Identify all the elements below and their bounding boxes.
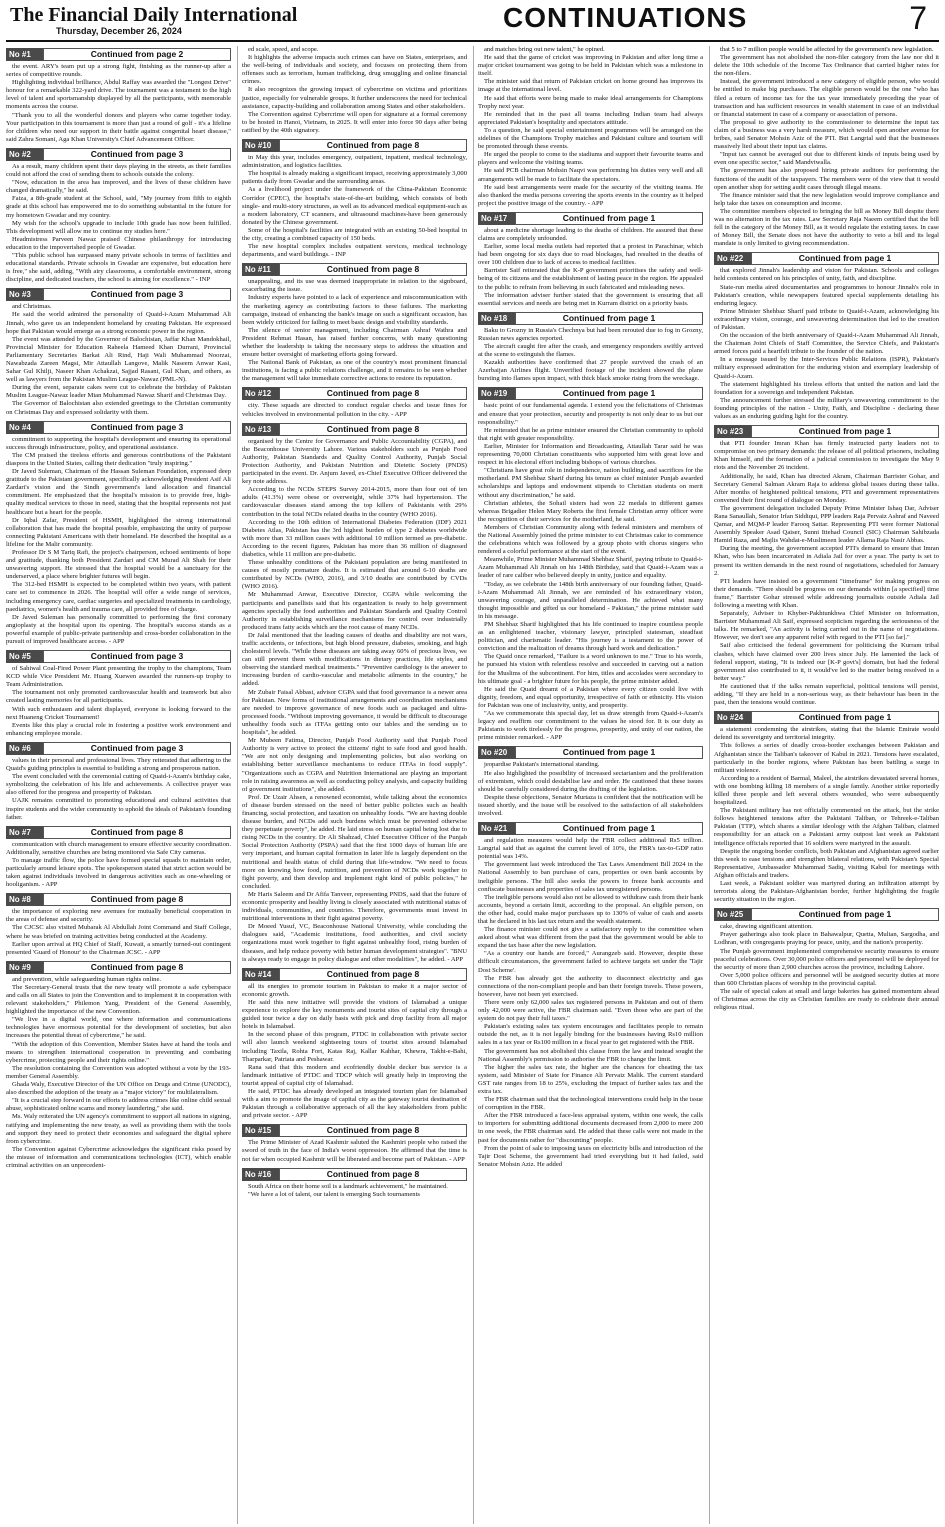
paragraph: The ineligible persons would also not be allowed to withdraw cash from their bank accounts, beyond a certain limit, according to the proposal. An eligible person, on the other had, could make major purchases up to 130% of value of cash and assets that he declared in his last tax return and the wealth statement. <box>478 893 703 925</box>
paragraph: On the occasion of the birth anniversary of Quaid-i-Azam Muhammad Ali Jinnah, the Chairman Joint Chiefs of Staff Committee, the Service Chiefs, and Pakistan's armed forces paid a heartfelt tribute to the founder of the nation. <box>714 332 939 356</box>
paragraph: Professor Dr S M Tariq Rafi, the project's chairperson, echoed sentiments of hope and gratitude, thanking both President Zardari and CM Murad Ali Shah for their unwavering support. He stressed that the hospital would be a sanctuary for the underserved, a place where brighter futures will begin. <box>6 548 231 581</box>
paragraph: The finance minister could not give a satisfactory reply to the committee when asked about what was different from the past that the government would be able to expand the tax base after the new legislation. <box>478 926 703 950</box>
story <box>6 288 231 416</box>
paragraph: He cautioned that if the talks remain superficial, political tensions will persist, adding, "If they are held in a non-serious way, as their behaviour has been in the past, then the tensions would continue. <box>714 682 939 707</box>
paragraph: Some of the hospital's facilities are integrated with an existing 50-bed hospital in the city, creating a combined capacity of 150 beds. <box>242 226 467 242</box>
story <box>242 1168 467 1199</box>
story-number-tag: No #11 <box>242 263 279 276</box>
story-header <box>242 968 467 981</box>
story-body <box>242 402 467 418</box>
story-body <box>714 726 939 904</box>
paragraph: The 312-bed HSMH is expected to be completed within two years, with patient care set to commence in 2026. The hospital will offer a wide range of services, including emergency care, cardiac surgeries and specialized treatments in cardiology, paediatrics, women's health and trauma care, all provided free of charge. <box>6 581 231 613</box>
story-header <box>6 961 231 974</box>
paragraph: There were only 62,000 sales tax registered persons in Pakistan and out of them only 42,000 were active, the FBR chairman said. "Even those who are part of the system do not pay their full taxes." <box>478 998 703 1023</box>
paragraph: Mr Mubeen Fatima, Director, Punjab Food Authority said that Punjab Food Authority is very active to protect the citizens' right to safe food and good health. "We are not only designing and implementing policies, but also working on establishing better surveillance mechanisms to reduce iTFAs in food supply". "Organizations such as CGPA and Nutrition International are playing an important role in raising awareness as well as conducting policy analysis, and capacity building of government institutions", she added. <box>242 737 467 793</box>
story <box>242 46 467 135</box>
continued-from-label: Continued from page 8 <box>43 961 231 974</box>
paragraph: South Africa on their home soil is a landmark achievement," he maintained. <box>248 1182 448 1190</box>
paragraph: Earlier upon arrival at HQ Chief of Staff, Kuwait, a smartly turned-out contingent presented 'Guard of Honour' to the Chairman JCSC. - APP <box>6 940 231 956</box>
story <box>6 148 231 284</box>
paragraph: It also recognizes the growing impact of cybercrime on victims and prioritizes justice, especially for vulnerable groups. It further underscores the need for technical assistance, capacity-building and collaboration among States and other stakeholders. <box>242 86 467 110</box>
story-header <box>6 893 231 906</box>
paragraph: that explored Jinnah's leadership and vision for Pakistan. Schools and colleges held contests centered on his principles of unity, faith, and discipline. <box>714 267 939 283</box>
story-number-tag: No #6 <box>6 742 43 755</box>
paragraph: Dr Iqbal Zafar, President of HSMH, highlighted the strong international collaboration that has made the hospital possible, emphasizing the unity of purpose connecting Pakistani Americans with their homeland. He described the hospital as a lifeline for the Malir community. <box>6 516 231 548</box>
story-body <box>6 303 231 416</box>
story-number-tag: No #1 <box>6 48 43 61</box>
paragraph: Pakistan's existing sales tax system encourages and facilitates people to remain outside the net, as it is not legally binding for the businesses having Rs10 million sales in a tax year or Rs100 million in a fiscal year to get registered with the FBR. <box>478 1023 703 1047</box>
paragraph: jeopardise Pakistan's international standing. <box>484 761 600 769</box>
paragraph: Earlier, Minister for Information and Broadcasting, Attaullah Tarar said he was representing 70,000 Christian constituents who supported him with great love and respect in his electoral effort including bishops of various churches. <box>478 442 703 467</box>
continued-from-label: Continued from page 1 <box>515 212 703 225</box>
paragraph: The FBR chairman said that the technological interventions could help in the issue of corruption in the FBR. <box>478 1096 703 1112</box>
paragraph: The new hospital complex includes outpatient services, medical technology departments, and ward buildings. - INP <box>242 243 467 259</box>
story-number-tag: No #23 <box>714 425 751 438</box>
continued-from-label: Continued from page 3 <box>43 650 231 663</box>
story-body <box>242 1139 467 1163</box>
paragraph: He said this new initiative will provide the visitors of Islamabad a unique experience to explore the key monuments and tourist sites of capital city through a guided tour twice a day on daily basis with pick and drop facility from all major hotels in Islamabad. <box>242 998 467 1031</box>
paragraph: of Sahiwal Coal-Fired Power Plant presenting the trophy to the champions, Team KCD while Vice President Mr. Huang Xuewen awarded the runners-up trophy to Team Administration. <box>6 665 231 689</box>
paragraph: During the event, separate cakes were cut to celebrate the birthday of Pakistan Muslim League-Nawaz leader Mian Muhammad Nawaz Sharif and Christmas Day. <box>6 384 231 400</box>
story-body <box>6 841 231 890</box>
paragraph: Despite these objections, Senator Murtaza is confident that the notification will be issued shortly, and the issue will be resolved to the satisfaction of all stakeholders involved. <box>478 793 703 817</box>
paragraph: The Pakistani military has not officially commented on the attack, but the strike follows heightened tensions after the Pakistani Taliban, or Tehreek-e-Taliban Pakistan (TTP), which shares a similar ideology with the Afghan Taliban, claimed responsibility for an attack on a Pakistani army outpost last week as Pakistani intelligence officials reported that 16 soldiers were martyred in the assault. <box>714 807 939 847</box>
story <box>242 263 467 383</box>
story-header <box>6 826 231 839</box>
paragraph: The sale of special cakes at small and large bakeries has gained momentum ahead of Christmas across the city as Christian families are ready to celebrate their annual religious ritual. <box>714 988 939 1012</box>
story-number-tag: No #12 <box>242 387 279 400</box>
paragraph: To manage traffic flow, the police have formed special squads to maintain order, particularly around leisure spots. The spokesperson stated that strict action would be taken against individuals involved in dangerous activities such as one-wheeling or hooliganism. - APP <box>6 856 231 889</box>
story <box>6 48 231 144</box>
story-body <box>6 436 231 646</box>
paragraph: "It is a crucial step forward in our efforts to address crimes like online child sexual abuse, sophisticated online scams and money laundering," she said. <box>6 1097 231 1113</box>
paragraph: He said best arrangements were made for the security of the visiting teams. He also thanked the media persons covering the sports events in the country as it helped project the positive image of the country. - APP <box>478 183 703 207</box>
continued-from-label: Continued from page 1 <box>751 252 939 265</box>
paragraph: He reminded that in the past all teams including Indian team had always appreciated Pakistan's hospitality and spectators attitude. <box>478 110 703 126</box>
paragraph: Saif also criticised the federal government for politicising the Kurram tribal clashes, which have claimed over 200 lives since July. He lamented the lack of federal support, stating, "It is indeed our [K-P govt's] domain, but had the federal government also contributed to it, it would've led to the matter being resolved in a better way." <box>714 642 939 682</box>
paragraph: commitment to supporting the hospital's development and ensuring its operational success through infrastructure, policy, and operational assistance. <box>6 435 231 451</box>
paragraph: Dr Javed Suleman has personally committed to performing the first coronary angioplasty at the hospital upon its opening. The hospital's success stands as a powerful example of public-private partnership and cross-border collaboration in the pursuit of improved healthcare access. - APP <box>6 613 231 645</box>
story-body <box>714 46 939 248</box>
paragraph: As a result, many children spent their days playing in the streets, as their families could not afford the cost of sending them to schools outside the colony. <box>6 162 231 179</box>
section-title: CONTINUATIONS <box>503 2 748 33</box>
paragraph: The Quaid once remarked, "Failure is a word unknown to me." True to his words, he pursued his vision with relentless resolve and succeeded in carving out a nation for the Muslims of the subcontinent. For him, titles and accolades were secondary to his ultimate goal - a brighter future for his people, the prime minister added. <box>478 653 703 685</box>
paper-name: The Financial Daily International <box>10 4 298 26</box>
paragraph: The event was attended by the Governor of Balochistan, Jaffar Khan Mandokhail, Provincial Minister for Education Raheela Hameed Khan Durrani, Provincial Parliamentary Secretaries Barkat Ali Rind, Haji Wali Muhammad Noorzai, Nawabzada Zareen Magsi, Mir Attaullah Langove, Malik Naseem Anwar Kasi, Sahar Gul Khilji, Naseer Khan Achakzai, Sajjad Rasani, Gul Khan, and others, as well as lawyers from the Pakistan Muslim League-Nawaz (PML-N). <box>6 335 231 384</box>
paragraph: cake, drawing significant attention. <box>720 923 813 931</box>
story <box>714 908 939 1012</box>
paragraph: and regulation measures would help the FBR collect additional Rs5 trillion. Langrial said that as against the current level of 10%, the FBR's tax-to-GDP ratio potential was 14%. <box>478 837 703 861</box>
story-number-tag: No #16 <box>242 1168 279 1181</box>
continued-from-label: Continued from page 1 <box>515 387 703 400</box>
story-body <box>478 227 703 308</box>
paragraph: Mr Haris Saleem and Dr Afifa Tanveer, representing PNDS, said that the future of economic prosperity and healthy living is closely associated with nutritional status of individuals, communities, and countries. Therefore, governments must invest in nutritional interventions in their fight against poverty. <box>242 890 467 923</box>
paragraph: and matches bring out new talent," he opined. <box>484 46 605 53</box>
story <box>714 252 939 421</box>
story <box>6 826 231 890</box>
story <box>478 746 703 818</box>
paragraph: The National Bank of Pakistan, as one of the country's most prominent financial institutions, is facing a public relations challenge, and it remains to be seen whether the management will take immediate corrective actions to restore its reputation. <box>242 359 467 383</box>
paragraph: He said the world admired the personality of Quaid-i-Azam Muhammad Ali Jinnah, who gave us an independent homeland by creating Pakistan. He expressed hope that Pakistan would emerge as a strong economic power in the region. <box>6 311 231 335</box>
story-number-tag: No #8 <box>6 893 43 906</box>
story-header <box>6 288 231 301</box>
story <box>6 421 231 646</box>
paragraph: He said the Quaid dreamt of a Pakistan where every citizen could live with dignity, freedom, and equal opportunity, irrespective of faith or ethnicity. His vision for Pakistan was one of inclusivity, unity, and prosperity. <box>478 685 703 709</box>
paragraph: Baku to Grozny in Russia's Chechnya but had been rerouted due to fog in Grozny, Russian news agencies reported. <box>478 326 703 342</box>
continued-from-label: Continued from page 8 <box>43 826 231 839</box>
paragraph: "As a country our hands are forced," Aurangzeb said. However, despite these difficult circumstances, the government failed to achieve targets set under the 'Tajir Dost Scheme'. <box>478 950 703 974</box>
story-header <box>714 252 939 265</box>
story-header <box>478 387 703 400</box>
continued-from-label: Continued from page 1 <box>751 425 939 438</box>
paragraph: "Now, education in the area has improved, and the lives of these children have changed dramatically," he said. <box>6 179 231 195</box>
paragraph: According to the NCDs STEPS Survey 2014-2015, more than four out of ten adults (41.3%) were obese or overweight, while 37% had hypertension. The cardiovascular diseases stand among the top killers of Pakistanis with 29% contribution in the total NCDs related deaths in the country (WHO 2016). <box>242 486 467 518</box>
story-body <box>6 163 231 284</box>
continued-from-label: Continued from page 2 <box>43 48 231 61</box>
paragraph: and prevention, while safeguarding human rights online. <box>12 975 162 983</box>
paragraph: PM Shehbaz Sharif highlighted that his life continued to inspire countless people as an enlightened teacher, visionary lawyer, principled statesman, steadfast politician, and charismatic leader. "His journey is a testament to the power of conviction and the realization of dreams through hard work and dedication." <box>478 621 703 653</box>
paragraph: The CM praised the tireless efforts and generous contributions of the Pakistani diaspora in the United States, calling their dedication "truly inspiring." <box>6 451 231 467</box>
column <box>237 46 467 1524</box>
story-header <box>478 212 703 225</box>
story <box>6 893 231 957</box>
story <box>478 212 703 308</box>
paragraph: He said that the game of cricket was improving in Pakistan and after long time a major cricket tournament was going to be held in Pakistan which was a milestone in itself. <box>478 54 703 78</box>
paragraph: This follows a series of deadly cross-border exchanges between Pakistan and Afghanistan since the Taliban's takeover of Kabul in 2021. Tensions have escalated, particularly in the border regions, where Pakistan has been battling a surge in militant violence. <box>714 742 939 774</box>
paragraph: The hospital is already making a significant impact, receiving approximately 3,000 patients daily from Gwadar and the surrounding areas. <box>242 170 467 186</box>
story-body <box>242 46 467 135</box>
story-body <box>242 278 467 383</box>
continued-from-label: Continued from page 8 <box>279 1124 467 1137</box>
story-number-tag: No #9 <box>6 961 43 974</box>
story <box>714 425 939 707</box>
paragraph: The CJCSC also visited Mubarak Al Abdullah Joint Command and Staff College, where he was briefed on training activities being conducted at the Academy. <box>6 924 231 940</box>
story-body <box>6 976 231 1170</box>
story-number-tag: No #14 <box>242 968 279 981</box>
paragraph: "With the adoption of this Convention, Member States have at hand the tools and means to strengthen international cooperation in preventing and combating cybercrime, protecting people and their rights online." <box>6 1040 231 1064</box>
paragraph: He urged the people to come to the stadiums and support their favourite teams and players and welcome the visiting teams. <box>478 151 703 167</box>
story-header <box>714 425 939 438</box>
story-header <box>478 822 703 835</box>
story-body <box>478 837 703 1169</box>
paragraph: The Convention against Cybercrime will open for signature at a formal ceremony to be hosted in Hanoi, Vietnam, in 2025. It will enter into force 90 days after being ratified by the 40th signatory. <box>242 110 467 134</box>
continued-from-label: Continued from page 3 <box>43 148 231 161</box>
column <box>6 46 231 1524</box>
paragraph: The aircraft caught fire after the crash, and emergency responders swiftly arrived at the scene to extinguish the flames. <box>478 343 703 359</box>
story-number-tag: No #20 <box>478 746 515 759</box>
story-body <box>6 908 231 957</box>
paragraph: unappealing, and its use was deemed inappropriate in relation to the signboard, exacerbating the issue. <box>242 278 467 294</box>
story-header <box>6 742 231 755</box>
paragraph: Kazakh authorities have confirmed that 27 people survived the crash of an Azerbaijan Airlines flight. Unverified footage of the incident showed the plane bursting into flames upon impact, with thick black smoke rising from the wreckage. <box>478 359 703 383</box>
paragraph: "We live in a digital world, one where information and communications technologies have enormous potential for the development of societies, but also increases the potential threat of cybercrime," he said. <box>6 1016 231 1040</box>
paragraph: a statement condemning the airstrikes, stating that the Islamic Emirate would defend its sovereignty and territorial integrity. <box>714 726 939 742</box>
paragraph: Highlighting individual brilliance, Abdul Raffay was awarded the "Longest Drive" honour for a remarkable 322-yard drive. The tournament was a testament to the high level of talent and sportsmanship displayed by all the participants, with memorable moments across the course. <box>6 79 231 111</box>
paragraph: He reiterated that he as prime minister ensured the Christian community to uphold that right with greater responsibility. <box>478 426 703 442</box>
paragraph: During the meeting, the government accepted PTI's demand to ensure that Imran Khan, who has been incarcerated in Adiala Jail for over a year. The party is set to present its written demands in the next round of negotiations, scheduled for January 2. <box>714 545 939 577</box>
continued-from-label: Continued from page 8 <box>279 423 467 436</box>
paragraph: Dr Javed Suleman, Chairman of the Hassan Suleman Foundation, expressed deep gratitude to the Pakistani government, specifically acknowledging President Asif Ali Zardari's vision and the Sindh government's land allocation and financial commitment. He emphasized that the hospital's mission is to provide free, high-quality medical services to those in need, stating that the hospital represents not just healthcare but a heart for the people. <box>6 468 231 516</box>
column <box>709 46 939 1524</box>
paragraph: city. These squads are directed to conduct regular checks and issue fines for vehicles involved in environmental pollution in the city. - APP <box>242 402 467 418</box>
paragraph: The Convention against Cybercrime acknowledges the significant risks posed by the misuse of information and communications technologies (ICT), which enable criminal activities on an unprecedent- <box>6 1145 231 1169</box>
story-number-tag: No #22 <box>714 252 751 265</box>
paragraph: The proposal to give authority to the commissioner to determine the input tax claim of a business was a very harsh measure, which would open another avenue for bribes, said Senator Mohsin Aziz of the PTI. But Langrial said that the businesses massively lied about their input tax claims. <box>714 118 939 151</box>
paragraph: The government last week introduced the Tax Laws Amendment Bill 2024 in the National Assembly to ban purchase of cars, properties or own bank accounts by ineligible persons. The bill also seeks the powers to freeze bank accounts and confiscate businesses and properties of sales tax unregistered persons. <box>478 861 703 893</box>
continued-from-label: Continued from page 1 <box>515 312 703 325</box>
paragraph: about a medicine shortage leading to the deaths of children. He assured that these claims are completely unfounded. <box>478 226 703 242</box>
story-body <box>714 267 939 421</box>
paragraph: Prof. Dr Uzair Ahsen, a renowned economist, while talking about the economics of disease burden stressed on the need of better public policies such as health financing, social protection, and taxation on unhealthy foods. "We are having double disease burden, and NCDs add such burdens which must be prevented otherwise they perpetuate poverty", he added. He laid stress on human capital being lost due to rising NCDs in the country. Dr Ali Shahzad, Chief Executive Officer of the Punjab Social Protection Authority (PSPA) said that the first 1000 days of human life are very important, and human capital formation in later life is largely dependent on the nutritional and health status of child during that life-window. "We need to focus more on knowing how food, nutrition, and prevention of NCDs work together to fight poverty, and then develop and implement right kind of public policies," he concluded. <box>242 793 467 890</box>
story-body <box>6 665 231 738</box>
paragraph: "Christians have great role in independence, nation building, and sacrifices for the motherland. PM Shehbaz Sharif during his tenure as chief minister Punjab awarded scholarships and laptops and endowment stipends to Christian students on merit without any discrimination," he said. <box>478 467 703 499</box>
story-number-tag: No #25 <box>714 908 751 921</box>
paragraph: The resolution containing the Convention was adopted without a vote by the 193-member General Assembly. <box>6 1064 231 1080</box>
paragraph: The tournament not only promoted cardiovascular health and teamwork but also created lasting memories for all participants. <box>6 689 231 705</box>
story-number-tag: No #2 <box>6 148 43 161</box>
paragraph: With such enthusiasm and talent displayed, everyone is looking forward to the next Huaneng Cricket Tournament! <box>6 705 231 721</box>
paragraph: the event. ARY's team put up a strong fight, finishing as the runner-up after a series of competitive rounds. <box>6 63 231 79</box>
paragraph: The higher the sales tax rate, the higher are the chances for cheating the tax system, said Minister of State for Finance Ali Pervaiz Malik. The current standard GST rate ranges from 18 to 25%, excluding the impact of further sales tax and the extra tax. <box>478 1063 703 1095</box>
continued-from-label: Continued from page 1 <box>515 822 703 835</box>
paragraph: basic point of our fundamental agenda. I extend you the felicitations of Christmas and ensure that your protection, security and prosperity is not only dear to us but our responsibility." <box>478 402 703 426</box>
paragraph: Ghada Waly, Executive Director of the UN Office on Drugs and Crime (UNODC), also described the adoption of the treaty as a "major victory" for multilateralism. <box>6 1081 231 1097</box>
paragraph: As a livelihood project under the framework of the China-Pakistan Economic Corridor (CPEC), the hospital's state-of-the-art building, which consists of both single- and multi-story structures, as well as its advanced medical equipment-such as a modern laboratory, CT scanners, and ultrasound machines-have been generously donated by the Chinese government. <box>242 186 467 226</box>
paragraph: "This public school has surpassed many private schools in terms of facilities and educational standards. Private schools in Gwadar are expensive, but education here is free," she said, adding, "With airy classrooms, a comfortable environment, strong discipline, and dedicated teachers, the school is aiming for excellence." - INP <box>6 251 231 284</box>
paragraph: It highlights the adverse impacts such crimes can have on States, enterprises, and the well-being of individuals and society, and focuses on protecting them from offenses such as terrorism, human trafficking, drug smuggling and online financial crimes. <box>242 54 467 86</box>
story <box>6 650 231 738</box>
story-header <box>242 1124 467 1137</box>
paragraph: "We have a lot of talent, our talent is emerging Such tournaments <box>248 1190 420 1198</box>
paragraph: The government has not abolished this clause from the law and instead sought the National Assembly's permission to authorise the FBR to change the limit. <box>478 1047 703 1063</box>
story-number-tag: No #5 <box>6 650 43 663</box>
paragraph: In the second phase of this program, PTDC in collaboration with private sector will also launch weekend sightseeing tours of tourist sites around Islamabad including Taxila, Rohta Fort, Katas Raj, Kallar Kahhar, Khewra, Takht-e-Bahi, Tharparkar, Patriata and Peshawar. <box>242 1031 467 1063</box>
article-columns <box>6 46 939 1524</box>
paragraph: From the point of sale to imposing taxes on electricity bills and introduction of the Tajir Dost Scheme, the government had tried everything but it had failed, said Senator Mohsin Aziz. He added <box>478 1144 703 1168</box>
paragraph: all its energies to promote tourism in Pakistan to make it a major sector of economic growth. <box>242 982 467 998</box>
paragraph: Members of Christian Community along with federal ministers and members of the National Assembly joined the prime minister to cut Christmas cake to commence the celebrations which was followed by a group photo with chorus singers who rendered a colorful performance at the start of the event. <box>478 523 703 556</box>
story-header <box>478 312 703 325</box>
paragraph: UAJK remains committed to promoting educational and cultural activities that inspire students and the wider community to uphold the ideals of Pakistan's founding father. <box>6 797 231 821</box>
continued-from-label: Continued from page 8 <box>279 263 467 276</box>
paragraph: Over 5,000 police officers and personnel will be assigned security duties at more than 600 Christian places of worship in the provincial capital. <box>714 971 939 987</box>
continued-from-label: Continued from page 8 <box>279 139 467 152</box>
paragraph: He said PCB chairman Mohsin Naqvi was performing his duties very well and all arrangements will be made to facilitate the spectators. <box>478 167 703 183</box>
paragraph: "Input tax cannot be averaged out due to different kinds of inputs being used by even one specific sector," said Mandviwalla. <box>714 151 939 167</box>
story <box>242 1124 467 1163</box>
continued-from-label: Continued from page 8 <box>43 893 231 906</box>
story <box>478 46 703 208</box>
story <box>714 711 939 904</box>
paragraph: Despite the ongoing border conflicts, both Pakistan and Afghanistan agreed earlier this week to ease tensions and strengthen bilateral relations, with Pakistan's Special Representative, Ambassador Muhammad Sadiq, visiting Kabul for meetings with Afghan officials and traders. <box>714 847 939 879</box>
paragraph: Additionally, he said, Khan has directed Akram, Chairman Barrister Gohar, and Secretary General Salman Akram Raja to address global issues during these talks. After months of heightened political tensions, PTI and government representatives convened their first round of dialogue on Monday. <box>714 472 939 504</box>
paragraph: the importance of exploring new avenues for mutually beneficial cooperation in the areas of defense and security. <box>6 908 231 924</box>
story-body <box>242 154 467 259</box>
paragraph: Ms. Waly reiterated the UN agency's commitment to support all nations in signing, ratifying and implementing the new treaty, as well as providing them with the tools and support they need to protect their economies and safeguard the digital sphere from cybercrime. <box>6 1113 231 1145</box>
paragraph: organised by the Centre for Governance and Public Accountability (CGPA), and the Beaconhouse University Lahore. Various stakeholders such as Punjab Food Authority, Pakistan Standards and Quality Control Authority, Punjab Social Protection Authority, and Pakistan Nutrition and Dietetic Society (PNDS) participated in the event. Dr. Anjum Javed, ex-Chief Executive Officer delivered the key note address. <box>242 437 467 486</box>
story-number-tag: No #3 <box>6 288 43 301</box>
continued-from-label: Continued from page 3 <box>43 421 231 434</box>
story-header <box>714 908 939 921</box>
paragraph: Rana said that this modern and ecofriendly double decker bus service is a landmark initiative of PTDC and TDCP which will greatly help in improving the tourist appeal of capital city of Islamabad. <box>242 1063 467 1087</box>
story-number-tag: No #19 <box>478 387 515 400</box>
paragraph: In a message issued by the Inter-Services Public Relations (ISPR), Pakistan's military expressed admiration for the enduring vision and exemplary leadership of Quaid-i-Azam. <box>714 356 939 380</box>
story-body <box>6 63 231 144</box>
paragraph: values in their personal and professional lives. They reiterated that adhering to the Quaid's guiding principles is essential to building a strong and prosperous nation. <box>6 756 231 773</box>
paragraph: After the FBR introduced a face-less appraisal system, within one week, the calls to importers for submitting additional documents decreased from 2,000 to mere 200 in one week, the FBR chairman said. He added that these calls were not made in the past for documents rather for "discounting" people. <box>478 1112 703 1144</box>
paragraph: ed scale, speed, and scope. <box>248 46 319 53</box>
paragraph: Christian athletes, the Sohail sisters had won 22 medals in different games whereas Brigadier Helen Mary Roberts the first female Christian army officer were the recognition of their services for the motherland, he said. <box>478 499 703 523</box>
story <box>6 742 231 822</box>
continued-from-label: Continued from page 1 <box>751 908 939 921</box>
paragraph: The Secretary-General trusts that the new treaty will promote a safe cyberspace and calls on all States to join the Convention and to implement it in cooperation with relevant stakeholders," Philemon Yang, President of the General Assembly, highlighted the importance of the new Convention. <box>6 983 231 1016</box>
paragraph: PTI leaders have insisted on a government "timeframe" for making progress on their demands. "There should be progress on our demands within [a specified] time frame," Barrister Gohar stressed while addressing journalists outside Adiala Jail following a meeting with Khan. <box>714 577 939 609</box>
masthead <box>6 0 939 42</box>
paragraph: Barrister Saif reiterated that the K-P government prioritises the safety and well-being of its citizens and the establishment of lasting peace in the region. He appealed to the public to refrain from believing in such fabricated and misleading news. <box>478 267 703 291</box>
paragraph: Meanwhile, Prime Minister Muhammad Shehbaz Sharif, paying tribute to Quaid-i-Azam Muhammad Ali Jinnah on his 148th Birthday, said that Quaid-i-Azam was a leader of rare caliber who believed deeply in unity, justice and equality. <box>478 556 703 580</box>
story-header <box>478 746 703 759</box>
paragraph: Events like this play a crucial role in fostering a positive work environment and enhancing employee morale. <box>6 721 231 737</box>
story-number-tag: No #15 <box>242 1124 279 1137</box>
story-number-tag: No #10 <box>242 139 279 152</box>
paragraph: According to the 10th edition of International Diabetes Federation (IDF) 2021 Diabetes Atlas, Pakistan has the 3rd highest burden of type 2 diabetes worldwide with more than 33 million cases with additional 10 million termed as pre-diabetic. According to the recent figures, Pakistan has more than 36 million of diagnosed diabetics, while 11 million are pre-diabetic. <box>242 518 467 558</box>
paragraph: The FBR has already got the authority to disconnect electricity and gas connections of the non-compliant people and ban their foreign travels. These powers, however, have not been yet exercised. <box>478 974 703 998</box>
paragraph: that PTI founder Imran Khan has firmly instructed party leaders not to compromise on two primary demands: the release of all political prisoners, including Khan himself, and the formation of a judicial commission to investigate the May 9 riots and the November 26 incident. <box>714 440 939 472</box>
paragraph: The minister said that return of Pakistan cricket on home ground has improves its image at the international level. <box>478 78 703 94</box>
story-header <box>6 421 231 434</box>
story <box>478 822 703 1169</box>
story <box>242 139 467 259</box>
story-body <box>478 402 703 742</box>
story-body <box>242 983 467 1121</box>
paragraph: in May this year, includes emergency, outpatient, inpatient, medical technology, administration, and logistics facilities. <box>242 154 467 170</box>
paragraph: The Punjab government implemented comprehensive security measures to ensure peaceful celebrations. Over 30,000 police officers and personnel will be deployed for the security of more than 2,900 churches across the province, including Lahore. <box>714 947 939 971</box>
paragraph: Industry experts have pointed to a lack of experience and miscommunication with the marketing agency as contributing factors to these failures. The marketing campaign, instead of enhancing the bank's image on such a significant occasion, has been widely criticized for failing to meet basic design and visibility standards. <box>242 294 467 326</box>
story-body <box>242 1183 467 1199</box>
story-header <box>242 387 467 400</box>
paragraph: Separately, Adviser to Khyber-Pakhtunkhwa Chief Minister on Information, Barrister Muhammad Ali Saif, expressed scepticism regarding the seriousness of the talks. He remarked, "An activity is being carried out in the name of negotiations. However, we don't see any apparent relief with regard to the PTI [so far]." <box>714 610 939 642</box>
continued-from-label: Continued from page 8 <box>279 387 467 400</box>
paragraph: Dr Jalal mentioned that the leading causes of deaths and disability are not wars, traffic accidents, or infections, but high blood pressure, diabetes, smoking, and high cholesterol levels. "While these diseases are taking away 60% of precious lives, we can still prevent them with modifications in dietary practices, life styles, and observing the standard medical treatments." "Preventive cardiology is the answer to increasing burden of cardio-vascular and metabolic ailments in the country," he added. <box>242 631 467 688</box>
story-number-tag: No #24 <box>714 711 751 724</box>
story <box>6 961 231 1170</box>
story-header <box>6 650 231 663</box>
page-number: 7 <box>909 0 927 36</box>
paragraph: The Governor of Balochistan also extended greetings to the Christian community on Christmas Day and expressed solidarity with them. <box>6 400 231 416</box>
paragraph: He said that efforts were being made to make ideal arrangements for Champions Trophy next year. <box>478 94 703 110</box>
story-number-tag: No #18 <box>478 312 515 325</box>
paragraph: The information adviser further stated that the government is ensuring that all essential services and needs are being met in Kurram district on a priority basis. <box>478 291 703 307</box>
paragraph: The government has also proposed hiring private auditors for performing the functions of the audit of the taxpayers. The members were of the view that it would open another shop for setting audit cases through illegal means. <box>714 167 939 191</box>
paragraph: He also highlighted the possibility of increased sectarianism and the proliferation of extremism, which could destabilise law and order. He cautioned that these issues should be carefully considered during the drafting of the legislation. <box>478 769 703 793</box>
paragraph: "As we commemorate this special day, let us draw strength from Quaid-i-Azam's legacy and reaffirm our commitment to the values he stood for. It is our duty as Pakistanis to work tirelessly for the progress, prosperity, and unity of our nation, the prime minister remarked. - APP <box>478 710 703 742</box>
story-number-tag: No #17 <box>478 212 515 225</box>
paragraph: Headmistress Parveen Nawaz praised Chinese philanthropy for introducing education to the impoverished people of Gwadar. <box>6 235 231 251</box>
story <box>242 423 467 964</box>
paragraph: My wish for the school's upgrade to include 10th grade has now been fulfilled. This development will allow me to continue my studies here." <box>6 219 231 235</box>
story-header <box>6 48 231 61</box>
story-body <box>478 761 703 818</box>
story-body <box>478 46 703 208</box>
paragraph: communication with church management to ensure effective security coordination. Additionally, sensitive churches are being monitored via Safe City cameras. <box>6 840 231 856</box>
story-header <box>242 139 467 152</box>
story-number-tag: No #7 <box>6 826 43 839</box>
paragraph: The Prime Minister of Azad Kashmir saluted the Kashmiri people who raised the sword of truth in the face of India's worst oppression. He affirmed that the time is not far when occupied Kashmir will be liberated and become part of Pakistan. - APP <box>242 1139 467 1163</box>
paragraph: The government has not abolished the non-filer category from the law nor did it delete the 10th schedule of the Income Tax Ordinance that carried higher rates for the non-filers. <box>714 54 939 78</box>
paragraph: According to a resident of Barmal, Maleel, the airstrikes devastated several homes, with one bombing killing 18 members of a single family. Another strike reportedly killed three people and left several others wounded, who were subsequently hospitalized. <box>714 774 939 807</box>
story-number-tag: No #4 <box>6 421 43 434</box>
paragraph: Earlier, some local media outlets had reported that a protest in Parachinar, which had been ongoing for six days due to road blockages, had resulted in the deaths of over 100 children due to lack of access to medical facilities. <box>478 243 703 267</box>
paragraph: The government delegation included Deputy Prime Minister Ishaq Dar, Adviser Rana Sanaullah, Senator Irfan Siddiqui, PPP leaders Raja Pervaiz Ashraf and Naveed Qamar, and MQM-P leader Farooq Sattar. Representing PTI were former National Assembly Speaker Asad Qaiser, Sunni Ittehad Council (SIC) Chairman Sahibzada Hamid Raza, and Majlis Wahdat-e-Muslimeen leader Allama Raja Nasir Abbas. <box>714 504 939 545</box>
story-header <box>242 423 467 436</box>
story-body <box>714 440 939 707</box>
story-number-tag: No #21 <box>478 822 515 835</box>
paragraph: The committee members objected to bringing the bill as Money Bill despite there was no alternation in the tax rates. Law Secretary Raja Naeem certified that the bill fell in the category of the Money Bill, as it would regulate the existing taxes. In case of Money Bill, the Senate does not have the authority to veto a bill and its legal mandate is only limited to giving recommendation. <box>714 207 939 248</box>
story-header <box>242 1168 467 1181</box>
paragraph: that 5 to 7 million people would be affected by the government's new legislation. <box>720 46 934 53</box>
story-number-tag: No #13 <box>242 423 279 436</box>
paragraph: Mr Zubair Faisal Abbasi, advisor CGPA said that food governance is a newer area for Pakistan. New forms of institutional arrangements and coordination mechanisms are needed to improve governance of new foods such as packaged and ultra-processed foods. "Without improving governance, it would be difficult to discourage unhealthy foods such as iTFAs getting onto our tables and the sending us to hospitals", he added. <box>242 688 467 737</box>
story-header <box>242 263 467 276</box>
paragraph: Prayer gatherings also took place in Bahawalpur, Quetta, Multan, Sargodha, and Lodhran, with congregants praying for peace, unity, and the nation's prosperity. <box>714 931 939 947</box>
story <box>714 46 939 248</box>
paragraph: "Thank you to all the wonderful donors and players who came together today. Your participation in this tournament is more than just a round of golf - it's a lifeline for children who need our support in their battle against congenital heart disease," said Zahra Somani, Aga Khan University's Chief Advancement Officer. <box>6 111 231 143</box>
paragraph: Mr Muhammad Anwar, Executive Director, CGPA while welcoming the participants and panellists said that his organization is ready to help government agencies specially the food authorities and Pakistan Standards and Quality Control Authority in establishing surveillance mechanisms for control over industrially produced trans fatty acids which are the root cause of many NCDs. <box>242 591 467 631</box>
continued-from-label: Continued from page 3 <box>43 288 231 301</box>
story-body <box>478 327 703 384</box>
story <box>242 968 467 1121</box>
paragraph: The statement highlighted his tireless efforts that united the nation and laid the foundation for a sovereign and independent Pakistan. <box>714 380 939 396</box>
paragraph: The event concluded with the ceremonial cutting of Quaid-i-Azam's birthday cake, symbolizing the celebration of his life and achievements. A collective prayer was also offered for the progress and prosperity of Pakistan. <box>6 773 231 797</box>
paper-date: Thursday, December 26, 2024 <box>56 26 182 36</box>
paragraph: Prime Minister Shehbaz Sharif paid tribute to Quaid-i-Azam, acknowledging his extraordinary vision, courage, and unwavering determination that led to the creation of Pakistan. <box>714 307 939 331</box>
paragraph: The finance minister said that the new legislation would improve compliance and help take due taxes on consumption and income. <box>714 191 939 207</box>
paragraph: To a question, he said special entertainment programmes will be arranged on the sidelines of the Champions Trophy matches and Pakistani culture and tourism will be promoted through these events. <box>478 126 703 151</box>
paragraph: Dr Moeed Yusuf, VC, Beaconhouse National University, while concluding the dialogues said, "Academic institutions, food authorities, and civil society organizations must work together to fight against unhealthy food, rising burden of diseases, and help reduce poverty with better human development strategies". "BNU is always ready to engage in policy dialogue and other modalities", he added. - APP <box>242 923 467 963</box>
story <box>478 387 703 742</box>
continued-from-label: Continued from page 1 <box>515 746 703 759</box>
continued-from-label: Continued from page 8 <box>279 1168 467 1181</box>
paragraph: State-run media aired documentaries and programmes to honour Jinnah's role in Pakistan's creation, while newspapers featured special supplements detailing his enduring legacy. <box>714 283 939 307</box>
paragraph: These unhealthy conditions of the Pakistani population are being manifested in causes of mostly premature deaths. It is estimated that around 6-10 deaths are contributed by NCDs (WHO, 2016), and 3/10 deaths are contributed by CVDs (WHO 2016). <box>242 559 467 591</box>
continued-from-label: Continued from page 8 <box>279 968 467 981</box>
story <box>242 387 467 418</box>
paragraph: He said, PTDC has already developed an integrated tourism plan for Islamabad with a aim to promote the image of capital city as the gateway tourist destination of Pakistan through a collaborative approach of all the key stakeholders from public and private sector. - APP <box>242 1087 467 1120</box>
paragraph: Last week, a Pakistani soldier was martyred during an infiltration attempt by terrorists along the Pakistan-Afghanistan border, further highlighting the fragile security situation in the region. <box>714 880 939 904</box>
continued-from-label: Continued from page 1 <box>751 711 939 724</box>
story-header <box>714 711 939 724</box>
story-body <box>6 757 231 822</box>
paragraph: and Christmas. <box>12 303 52 311</box>
story-body <box>714 923 939 1012</box>
paragraph: The announcement further stressed the military's unwavering commitment to the founding principles of the nation - Unity, Faith, and Discipline - declaring these values as an enduring guiding light for the country. <box>714 396 939 421</box>
story <box>478 312 703 384</box>
column <box>473 46 703 1524</box>
paragraph: Instead, the government introduced a new category of eligible person, who would be entitled to make big purchases. The eligible person would be the one "who has filed a return of income tax for the tax year immediately preceding the year of transaction and has sufficient resources in wealth statement in case of an individual or financial statement in case of a company or association of persons. <box>714 78 939 118</box>
paragraph: Faiza, a 8th-grade student at the School, said, "My journey from fifth to eighth grade at this school has empowered me to do something substantial in the future for my hometown Gwadar and my country. <box>6 195 231 219</box>
story-header <box>6 148 231 161</box>
story-body <box>242 438 467 964</box>
continued-from-label: Continued from page 3 <box>43 742 231 755</box>
paragraph: The silence of senior management, including Chairman Ashraf Wathra and President Rehmat Hasan, has raised further concerns, with many questioning whether the leadership is taking the necessary steps to address the situation and ensure better oversight of marketing efforts going forward. <box>242 326 467 359</box>
paragraph: "Today, as we celebrate the 148th birth anniversary of our founding father, Quaid-i-Azam Muhammad Ali Jinnah, we are reminded of his extraordinary vision, unwavering courage, and unparalleled determination. He achieved what many thought impossible and gifted us our homeland - Pakistan," the prime minister said in his message. <box>478 580 703 620</box>
